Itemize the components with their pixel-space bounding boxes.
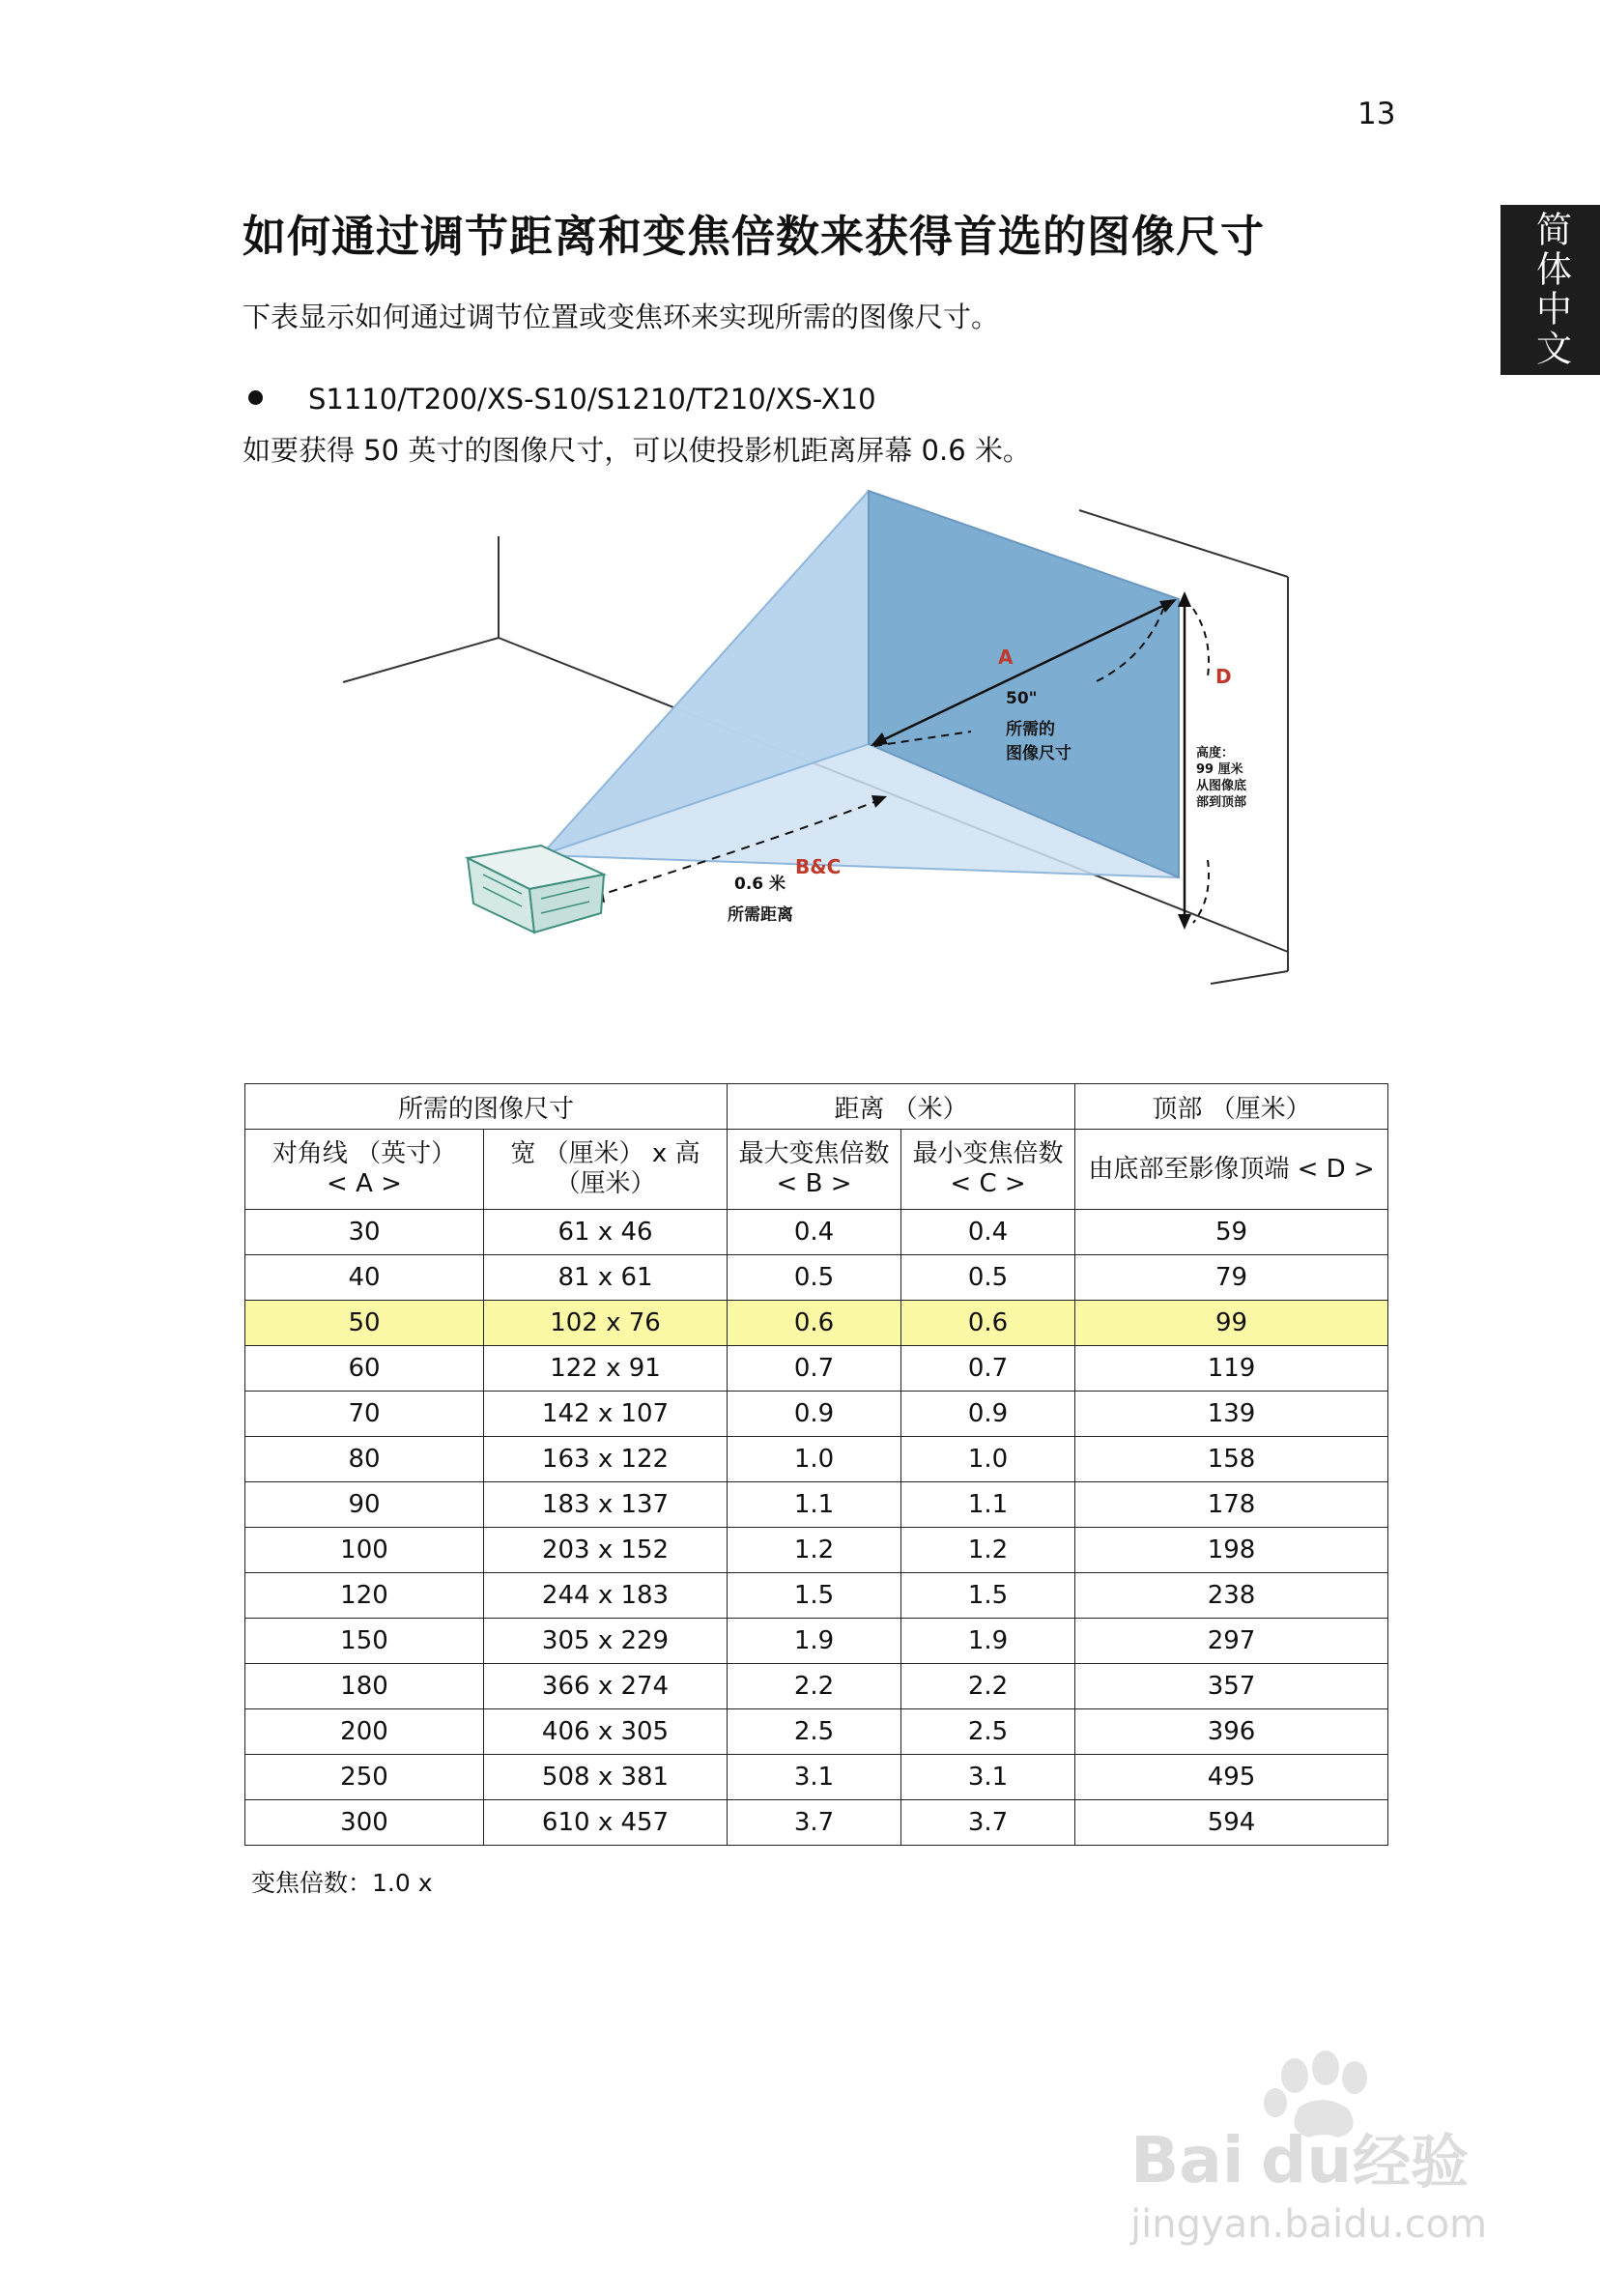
cell-width-height: 366 x 274 [484, 1664, 728, 1709]
intro-paragraph: 下表显示如何通过调节位置或变焦环来实现所需的图像尺寸。 [243, 301, 1000, 333]
cell-top: 357 [1075, 1664, 1388, 1709]
cell-top: 79 [1075, 1255, 1388, 1301]
header-distance: 距离 （米） [728, 1084, 1075, 1130]
cell-width-height: 610 x 457 [484, 1800, 728, 1846]
diagonal-label: A [998, 646, 1014, 669]
cell-width-height: 305 x 229 [484, 1619, 728, 1664]
table-row [245, 1664, 1388, 1709]
cell-min-zoom: 0.5 [901, 1255, 1075, 1301]
cell-diagonal: 300 [245, 1800, 484, 1846]
table-group-header-row [245, 1084, 1388, 1130]
table-row [245, 1800, 1388, 1846]
projector-icon [468, 846, 604, 933]
wall-line [1079, 510, 1288, 577]
cell-width-height: 122 x 91 [484, 1346, 728, 1392]
cell-max-zoom: 0.9 [728, 1392, 901, 1437]
height-label: D [1215, 665, 1232, 688]
cell-diagonal: 250 [245, 1755, 484, 1800]
table-row [245, 1755, 1388, 1800]
cell-diagonal: 70 [245, 1392, 484, 1437]
cell-min-zoom: 2.2 [901, 1664, 1075, 1709]
cell-min-zoom: 1.1 [901, 1482, 1075, 1528]
watermark-url: jingyan.baidu.com [1130, 2202, 1488, 2247]
table-row [245, 1528, 1388, 1573]
header-width-height: 宽 （厘米） x 高 （厘米） [484, 1130, 728, 1210]
cell-top: 238 [1075, 1573, 1388, 1619]
cell-diagonal: 200 [245, 1709, 484, 1755]
bullet-icon [248, 390, 263, 405]
header-top: 顶部 （厘米） [1075, 1084, 1388, 1130]
cell-max-zoom: 0.5 [728, 1255, 901, 1301]
height-note-1: 高度： [1196, 746, 1235, 761]
cell-top: 396 [1075, 1709, 1388, 1755]
page-number: 13 [1357, 97, 1396, 131]
header-image-size: 所需的图像尺寸 [245, 1084, 728, 1130]
cell-max-zoom: 2.2 [728, 1664, 901, 1709]
table-sub-header-row [245, 1130, 1388, 1210]
cell-top: 495 [1075, 1755, 1388, 1800]
cell-max-zoom: 1.2 [728, 1528, 901, 1573]
height-note-3: 从图像底 [1196, 779, 1247, 793]
cell-min-zoom: 2.5 [901, 1709, 1075, 1755]
cell-max-zoom: 0.4 [728, 1210, 901, 1255]
cell-min-zoom: 1.2 [901, 1528, 1075, 1573]
cell-top: 139 [1075, 1392, 1388, 1437]
model-list: S1110/T200/XS-S10/S1210/T210/XS-X10 [308, 383, 876, 416]
cell-top: 297 [1075, 1619, 1388, 1664]
cell-max-zoom: 0.6 [728, 1301, 901, 1346]
cell-diagonal: 180 [245, 1664, 484, 1709]
image-size-label-2: 图像尺寸 [1006, 744, 1071, 763]
cell-min-zoom: 0.6 [901, 1301, 1075, 1346]
cell-max-zoom: 2.5 [728, 1709, 901, 1755]
cell-max-zoom: 1.0 [728, 1437, 901, 1482]
header-max-zoom: 最大变焦倍数 < B > [728, 1130, 901, 1210]
cell-top: 158 [1075, 1437, 1388, 1482]
cell-diagonal: 80 [245, 1437, 484, 1482]
table-row [245, 1709, 1388, 1755]
cell-width-height: 61 x 46 [484, 1210, 728, 1255]
header-min-zoom: 最小变焦倍数 < C > [901, 1130, 1075, 1210]
language-tab [1500, 205, 1600, 375]
cell-max-zoom: 1.1 [728, 1482, 901, 1528]
header-diagonal: 对角线 （英寸） < A > [245, 1130, 484, 1210]
cell-max-zoom: 0.7 [728, 1346, 901, 1392]
distance-value: 0.6 米 [734, 875, 786, 894]
cell-top: 178 [1075, 1482, 1388, 1528]
distance-label: 所需距离 [728, 905, 793, 925]
table-row [245, 1392, 1388, 1437]
table-row [245, 1619, 1388, 1664]
cell-min-zoom: 3.7 [901, 1800, 1075, 1846]
cell-diagonal: 40 [245, 1255, 484, 1301]
image-size-value: 50" [1006, 689, 1038, 708]
cell-diagonal: 60 [245, 1346, 484, 1392]
baidu-jingyan-watermark [1101, 2039, 1527, 2271]
cell-width-height: 163 x 122 [484, 1437, 728, 1482]
cell-diagonal: 30 [245, 1210, 484, 1255]
cell-min-zoom: 0.7 [901, 1346, 1075, 1392]
wall-line [343, 638, 499, 682]
cell-width-height: 142 x 107 [484, 1392, 728, 1437]
height-note-2: 99 厘米 [1196, 762, 1243, 777]
page-title: 如何通过调节距离和变焦倍数来获得首选的图像尺寸 [243, 211, 1266, 262]
cell-min-zoom: 0.9 [901, 1392, 1075, 1437]
image-size-label-1: 所需的 [1006, 720, 1055, 739]
cell-max-zoom: 1.5 [728, 1573, 901, 1619]
table-row [245, 1482, 1388, 1528]
language-tab-label: 简体中文 [1529, 211, 1572, 369]
cell-diagonal: 150 [245, 1619, 484, 1664]
cell-width-height: 203 x 152 [484, 1528, 728, 1573]
cell-width-height: 183 x 137 [484, 1482, 728, 1528]
table-row [245, 1346, 1388, 1392]
cell-diagonal: 120 [245, 1573, 484, 1619]
table-body [245, 1210, 1388, 1846]
table-row [245, 1255, 1388, 1301]
cell-top: 99 [1075, 1301, 1388, 1346]
cell-min-zoom: 1.5 [901, 1573, 1075, 1619]
projection-diagram [319, 474, 1314, 1005]
cell-top: 198 [1075, 1528, 1388, 1573]
cell-width-height: 244 x 183 [484, 1573, 728, 1619]
cell-min-zoom: 1.9 [901, 1619, 1075, 1664]
cell-top: 119 [1075, 1346, 1388, 1392]
cell-max-zoom: 1.9 [728, 1619, 901, 1664]
distance-label-marker: B&C [795, 855, 842, 878]
header-bottom-to-top: 由底部至影像顶端 < D > [1075, 1130, 1388, 1210]
cell-min-zoom: 0.4 [901, 1210, 1075, 1255]
cell-diagonal: 100 [245, 1528, 484, 1573]
zoom-footnote: 变焦倍数：1.0 x [251, 1869, 433, 1897]
table-row [245, 1573, 1388, 1619]
cell-min-zoom: 3.1 [901, 1755, 1075, 1800]
cell-top: 594 [1075, 1800, 1388, 1846]
table-row [245, 1210, 1388, 1255]
cell-max-zoom: 3.7 [728, 1800, 901, 1846]
table-row [245, 1301, 1388, 1346]
model-description: 如要获得 50 英寸的图像尺寸，可以使投影机距离屏幕 0.6 米。 [243, 434, 1031, 467]
cell-diagonal: 50 [245, 1301, 484, 1346]
height-note-4: 部到顶部 [1196, 795, 1247, 810]
floor-line [1211, 971, 1288, 984]
image-size-table [244, 1083, 1388, 1846]
cell-min-zoom: 1.0 [901, 1437, 1075, 1482]
cell-width-height: 508 x 381 [484, 1755, 728, 1800]
watermark-cn: 经验 [1353, 2129, 1469, 2196]
watermark-brand-suffix: du [1261, 2123, 1353, 2197]
watermark-brand: Bai [1130, 2123, 1244, 2197]
table-row [245, 1437, 1388, 1482]
cell-width-height: 102 x 76 [484, 1301, 728, 1346]
cell-width-height: 81 x 61 [484, 1255, 728, 1301]
cell-diagonal: 90 [245, 1482, 484, 1528]
cell-width-height: 406 x 305 [484, 1709, 728, 1755]
cell-top: 59 [1075, 1210, 1388, 1255]
cell-max-zoom: 3.1 [728, 1755, 901, 1800]
